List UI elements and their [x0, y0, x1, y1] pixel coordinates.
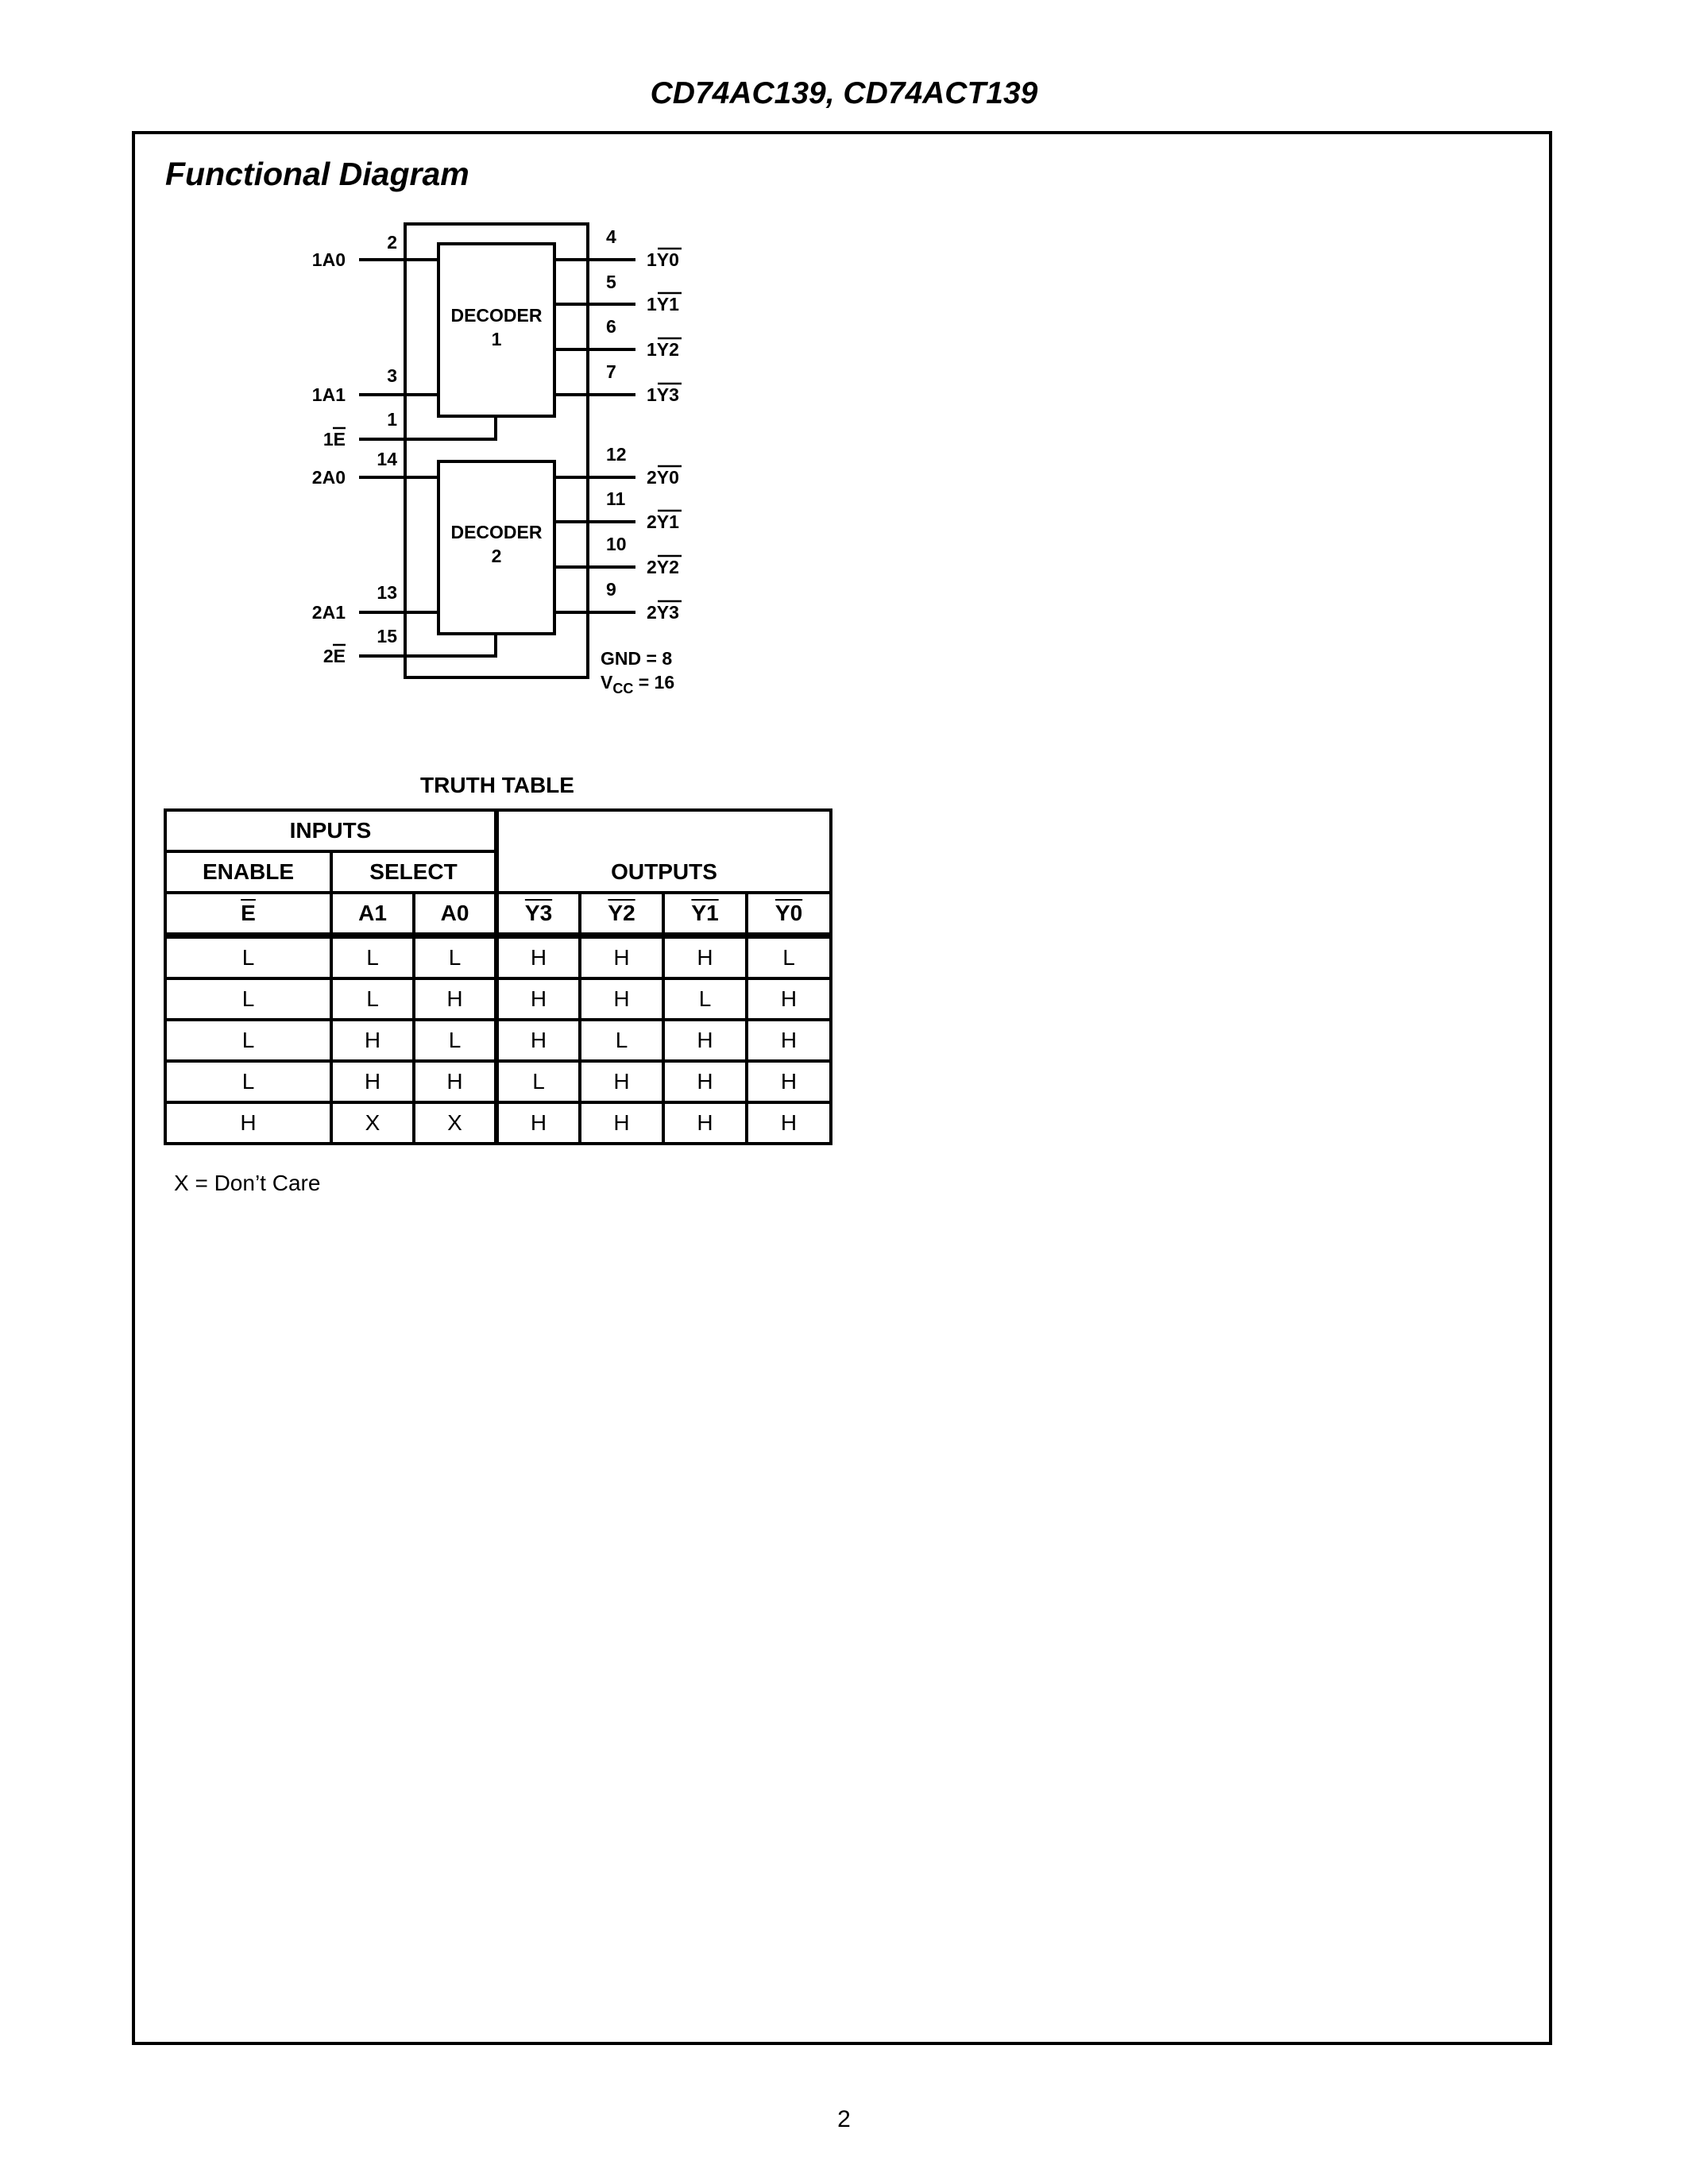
output-label-1y0: 1Y0 — [647, 249, 679, 270]
table-cell: L — [165, 978, 331, 1020]
decoder-1-label: DECODER — [450, 305, 543, 326]
table-cell: H — [331, 1020, 414, 1061]
column-header-y0: Y0 — [747, 893, 831, 936]
table-cell: H — [414, 1061, 496, 1102]
gnd-note: GND = 8 — [601, 648, 673, 669]
output-label-1y2: 1Y2 — [647, 339, 679, 360]
table-cell: H — [663, 1020, 747, 1061]
output-pin-number: 6 — [606, 316, 616, 337]
input-pin-number: 15 — [377, 626, 397, 646]
decoder-1-number: 1 — [491, 329, 502, 349]
table-cell: H — [496, 978, 580, 1020]
output-label-2y3: 2Y3 — [647, 602, 679, 623]
truth-table-caption: TRUTH TABLE — [420, 773, 574, 797]
table-cell: L — [331, 978, 414, 1020]
input-pin-number: 3 — [387, 365, 397, 386]
table-cell: X — [414, 1102, 496, 1144]
table-cell: L — [747, 936, 831, 978]
package-outline — [405, 224, 588, 677]
table-row — [165, 978, 831, 1020]
decoder-2-label: DECODER — [450, 522, 543, 542]
output-label-2y1: 2Y1 — [647, 511, 679, 532]
output-pin-number: 10 — [606, 534, 627, 554]
table-cell: L — [165, 1020, 331, 1061]
table-row — [165, 1102, 831, 1144]
functional-diagram — [0, 0, 1688, 794]
table-cell: L — [414, 936, 496, 978]
input-label-2a1: 2A1 — [311, 602, 346, 623]
input-label-2e: 2E — [323, 646, 346, 666]
table-cell: H — [663, 1061, 747, 1102]
table-cell: H — [496, 936, 580, 978]
table-cell: H — [663, 1102, 747, 1144]
output-pin-number: 12 — [606, 444, 627, 465]
column-header-y2: Y2 — [580, 893, 663, 936]
input-pin-number: 1 — [387, 409, 397, 430]
select-header: SELECT — [331, 851, 496, 893]
table-cell: H — [331, 1061, 414, 1102]
table-cell: H — [580, 1061, 663, 1102]
decoder-2-number: 2 — [491, 546, 502, 566]
output-pin-number: 4 — [606, 226, 616, 247]
table-cell: H — [496, 1102, 580, 1144]
table-cell: H — [747, 1061, 831, 1102]
input-label-1e: 1E — [323, 429, 346, 450]
output-label-1y3: 1Y3 — [647, 384, 679, 405]
table-cell: H — [580, 978, 663, 1020]
input-pin-number: 2 — [387, 232, 397, 253]
table-cell: H — [747, 1020, 831, 1061]
table-cell: H — [496, 1020, 580, 1061]
table-cell: H — [580, 1102, 663, 1144]
output-pin-number: 5 — [606, 272, 616, 292]
table-cell: L — [496, 1061, 580, 1102]
truth-table-footnote: X = Don’t Care — [174, 1171, 321, 1195]
inputs-header: INPUTS — [165, 810, 496, 851]
table-cell: H — [414, 978, 496, 1020]
document-header-title: CD74AC139, CD74ACT139 — [650, 76, 1038, 110]
table-cell: H — [165, 1102, 331, 1144]
output-label-1y1: 1Y1 — [647, 294, 679, 314]
outputs-header: OUTPUTS — [496, 810, 831, 893]
table-cell: L — [165, 1061, 331, 1102]
table-row — [165, 1061, 831, 1102]
table-cell: L — [663, 978, 747, 1020]
table-cell: H — [747, 1102, 831, 1144]
column-header-a0: A0 — [414, 893, 496, 936]
table-cell: H — [580, 936, 663, 978]
output-pin-number: 7 — [606, 361, 616, 382]
table-cell: L — [580, 1020, 663, 1061]
input-label-2a0: 2A0 — [311, 467, 346, 488]
table-cell: L — [331, 936, 414, 978]
output-label-2y2: 2Y2 — [647, 557, 679, 577]
column-header-a1: A1 — [331, 893, 414, 936]
section-title: Functional Diagram — [165, 156, 469, 192]
output-label-2y0: 2Y0 — [647, 467, 679, 488]
output-pin-number: 9 — [606, 579, 616, 600]
table-cell: H — [747, 978, 831, 1020]
page-number: 2 — [837, 2106, 851, 2132]
table-cell: X — [331, 1102, 414, 1144]
table-cell: L — [165, 936, 331, 978]
input-pin-number: 13 — [377, 582, 397, 603]
input-pin-number: 14 — [377, 449, 397, 469]
vcc-note: $V_{CC} = 16$ — [601, 672, 675, 696]
table-cell: L — [414, 1020, 496, 1061]
truth-table — [164, 808, 832, 1145]
column-header-y3: Y3 — [496, 893, 580, 936]
column-header-e: $\overline{E}$ — [165, 893, 331, 936]
table-row — [165, 936, 831, 978]
column-header-y1: Y1 — [663, 893, 747, 936]
output-pin-number: 11 — [606, 488, 626, 509]
input-label-1a0: 1A0 — [311, 249, 346, 270]
table-row — [165, 1020, 831, 1061]
table-cell: H — [663, 936, 747, 978]
enable-header: ENABLE — [165, 851, 331, 893]
input-label-1a1: 1A1 — [311, 384, 346, 405]
